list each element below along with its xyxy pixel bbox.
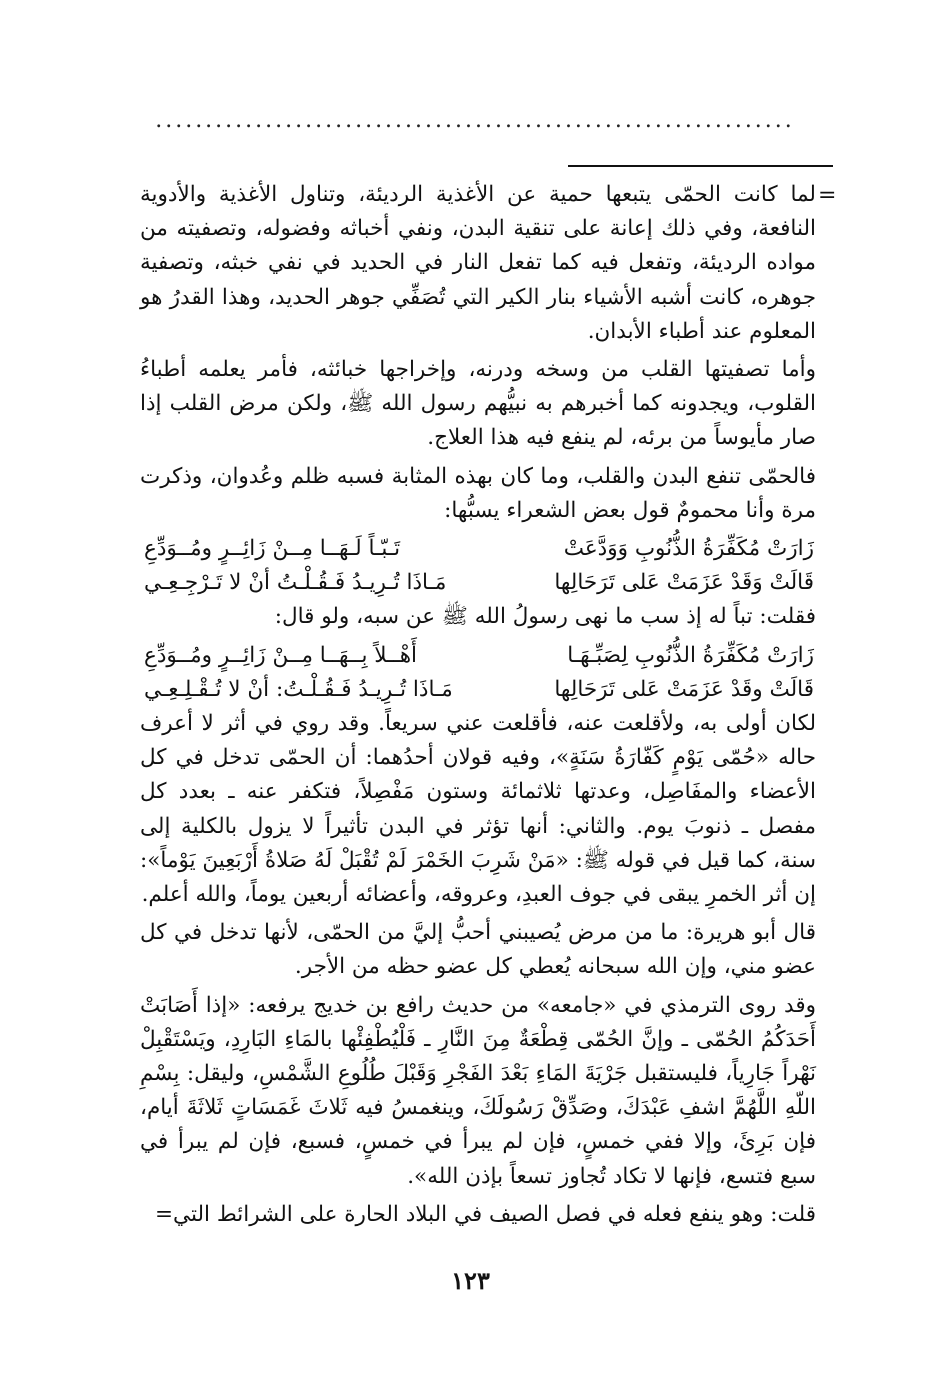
- verse-first-hemistich: قَالَتْ وَقَدْ عَزَمَتْ عَلى تَرَحَالِها: [554, 570, 814, 596]
- paragraph: وأما تصفيتها القلب من وسخه ودرنه، وإخراجها خبائثه، فأمر يعلمه أطباءُ القلوب، ويجدونه كما أخبرهم به نبيُّهم رسول الله ﷺ، ولكن مرض القلب إذا صار مأيوساً من برئه، لم ينفع فيه هذا العلاج.: [140, 357, 816, 451]
- footnote-body: [140, 178, 816, 1236]
- poem-verse: [140, 639, 816, 673]
- paragraph: لما كانت الحمّى يتبعها حمية عن الأغذية الرديئة، وتناول الأغذية والأدوية النافعة، وفي ذلك إعانة على تنقية البدن، ونفي أخباثه وفضوله، وتصفيته من مواده الرديئة، وتفعل فيه كما تفعل النار في الحديد في نفي خبثه، وتصفية جوهره، كانت أشبه الأشياء بنار الكير التي تُصَفِّي جوهر الحديد، وهذا القدرُ هو المعلوم عند أطباء الأبدان.: [140, 182, 816, 344]
- verse-first-hemistich: زَارَتْ مُكَفِّرَةُ الذُّنُوبِ لِصَبِّـهَـا: [567, 642, 814, 668]
- page-number: ١٢٣: [451, 1266, 490, 1295]
- verse-first-hemistich: قَالَتْ وقَدْ عَزَمَتْ عَلى تَرَحَالِها: [554, 676, 814, 702]
- paragraph: قال أبو هريرة: ما من مرض يُصيبني أحبُّ إليَّ من الحمّى، لأنها تدخل في كل عضو مني، وإن الله سبحانه يُعطي كل عضو حظه من الأجر.: [140, 920, 816, 980]
- header-dotted-rule: ................................................................: [155, 108, 795, 133]
- verse-second-hemistich: مَـاذَا تُـرِيـدُ فَـقُـلْـتُ: أنْ لا تُـقْـلِـعِـي: [144, 676, 453, 702]
- paragraph: فقلت: تباً له إذ سب ما نهى رسولُ الله ﷺ عن سبه، ولو قال:: [274, 604, 816, 630]
- poem-verse: [140, 673, 816, 707]
- paragraph: وقد روى الترمذي في «جامعه» من حديث رافع بن خديج يرفعه: «إذا أَصَابَتْ أَحَدَكُمُ الحُمّى ـ وإنَّ الحُمّى قِطْعَةٌ مِنَ النَّارِ ـ فَلْيُطْفِئْها بالمَاءِ البَارِدِ، ويَسْتَقْبِلْ نَهْراً جَارِياً، فليستقبل جَرْيَةَ المَاءِ بَعْدَ الفَجْرِ وَقَبْلَ طُلُوعِ الشَّمْسِ، وليقل: بِسْمِ اللّهِ اللَّهُمَّ اشفِ عَبْدَكَ، وصَدِّقْ رَسُولَكَ، وينغمسُ فيه ثَلاثَ غَمَسَاتٍ ثَلاثَةَ أيام، فإن بَرِئَ، وإلا ففي خمسٍ، فإن لم يبرأ في خمسٍ، فسبع، فإن لم يبرأ في سبع فتسع، فإنها لا تكاد تُجاوز تسعاً بإذن الله».: [140, 992, 816, 1189]
- verse-second-hemistich: مَـاذَا تُـرِيـدُ فَـقُـلْـتُ أنْ لا تَـرْجِـعِـي: [144, 570, 447, 596]
- poem-verse: [140, 566, 816, 600]
- footnote-separator: [568, 165, 833, 167]
- verse-second-hemistich: تَـبّـاً لَـهَــا مِــنْ زَائِــرٍ ومُــوَدِّعِ: [144, 536, 401, 562]
- verse-second-hemistich: أَهْــلاً بِــهَــا مِــنْ زَائِــرٍ ومُــوَدِّعِ: [144, 642, 418, 668]
- paragraph: فالحمّى تنفع البدن والقلب، وما كان بهذه المثابة فسبه ظلم وعُدوان، وذكرت مرة وأنا محمومٌ قول بعض الشعراء يسبُّها:: [140, 463, 816, 523]
- poem-verse: [140, 532, 816, 566]
- paragraph: قلت: وهو ينفع فعله في فصل الصيف في البلاد الحارة على الشرائط التي=: [155, 1201, 816, 1227]
- verse-first-hemistich: زَارَتْ مُكَفِّرَةُ الذُّنُوبِ وَوَدَّعَتْ: [563, 536, 814, 562]
- paragraph: لكان أولى به، ولأقلعت عنه، فأقلعت عني سريعاً. وقد روي في أثر لا أعرف حاله «حُمّى يَوْمٍ كَفّارَةُ سَنَةٍ»، وفيه قولان أحدُهما: أن الحمّى تدخل في كل الأعضاء والمفَاصِل، وعدتها ثلاثمائة وستون مَفْصِلاً، فتكفر عنه ـ بعدد كل مفصل ـ ذنوبَ يوم. والثاني: أنها تؤثر في البدن تأثيراً لا يزول بالكلية إلى سنة، كما قيل في قوله ﷺ: «مَنْ شَرِبَ الخَمْرَ لَمْ تُقْبَلْ لَهُ صَلاةُ أَرْبَعِينَ يَوْماً»: إن أثر الخمرِ يبقى في جوف العبدِ، وعروقه، وأعضائه أربعين يوماً، والله أعلم.: [140, 711, 816, 908]
- footnote-continuation-mark: =: [818, 183, 837, 208]
